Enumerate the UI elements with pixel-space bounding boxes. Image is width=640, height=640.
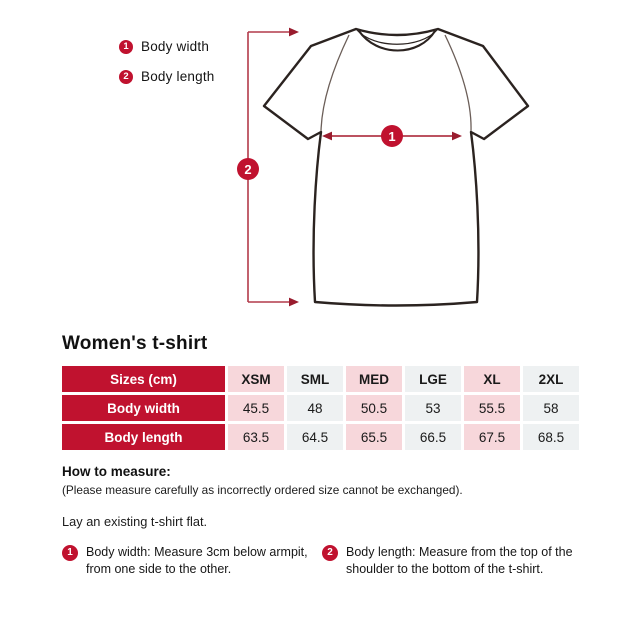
size-table-header-row <box>62 366 579 392</box>
body-length-2xl: 68.5 <box>523 424 579 450</box>
body-length-med: 65.5 <box>346 424 402 450</box>
legend-item-body-length <box>119 69 215 84</box>
step-body-length <box>322 544 574 577</box>
step-body-width-text: Body width: Measure 3cm below armpit, from one side to the other. <box>86 545 308 576</box>
size-col-sml: SML <box>287 366 343 392</box>
diagram-length-badge: 2 <box>237 158 259 180</box>
how-to-measure-section <box>62 464 578 577</box>
body-length-lge: 66.5 <box>405 424 461 450</box>
size-col-2xl: 2XL <box>523 366 579 392</box>
tshirt-outline <box>264 29 528 306</box>
how-to-measure-title: How to measure: <box>62 464 171 479</box>
body-width-2xl: 58 <box>523 395 579 421</box>
legend-item-body-width <box>119 39 209 54</box>
legend-badge-1: 1 <box>119 40 133 54</box>
body-length-label-cell: Body length <box>62 424 225 450</box>
diagram-width-badge: 1 <box>381 125 403 147</box>
body-width-med: 50.5 <box>346 395 402 421</box>
step-badge-2: 2 <box>322 545 338 561</box>
body-width-sml: 48 <box>287 395 343 421</box>
body-width-row <box>62 395 579 421</box>
step-body-length-text: Body length: Measure from the top of the shoulder to the bottom of the t-shirt. <box>346 545 573 576</box>
body-width-xl: 55.5 <box>464 395 520 421</box>
legend-label-body-length: Body length <box>141 69 215 84</box>
measure-steps <box>62 544 574 577</box>
size-col-med: MED <box>346 366 402 392</box>
size-table-title: Women's t-shirt <box>62 333 208 354</box>
step-badge-1: 1 <box>62 545 78 561</box>
body-length-xl: 67.5 <box>464 424 520 450</box>
body-length-xsm: 63.5 <box>228 424 284 450</box>
measure-note: (Please measure carefully as incorrectly ordered size cannot be exchanged). <box>62 483 463 497</box>
measure-intro: Lay an existing t-shirt flat. <box>62 514 208 529</box>
legend-badge-2: 2 <box>119 70 133 84</box>
size-col-lge: LGE <box>405 366 461 392</box>
size-col-xl: XL <box>464 366 520 392</box>
body-width-label-cell: Body width <box>62 395 225 421</box>
sizes-header-cell: Sizes (cm) <box>62 366 225 392</box>
body-length-row <box>62 424 579 450</box>
body-width-xsm: 45.5 <box>228 395 284 421</box>
body-width-lge: 53 <box>405 395 461 421</box>
body-length-sml: 64.5 <box>287 424 343 450</box>
legend-label-body-width: Body width <box>141 39 210 54</box>
size-col-xsm: XSM <box>228 366 284 392</box>
step-body-width <box>62 544 314 577</box>
size-table <box>59 363 582 453</box>
